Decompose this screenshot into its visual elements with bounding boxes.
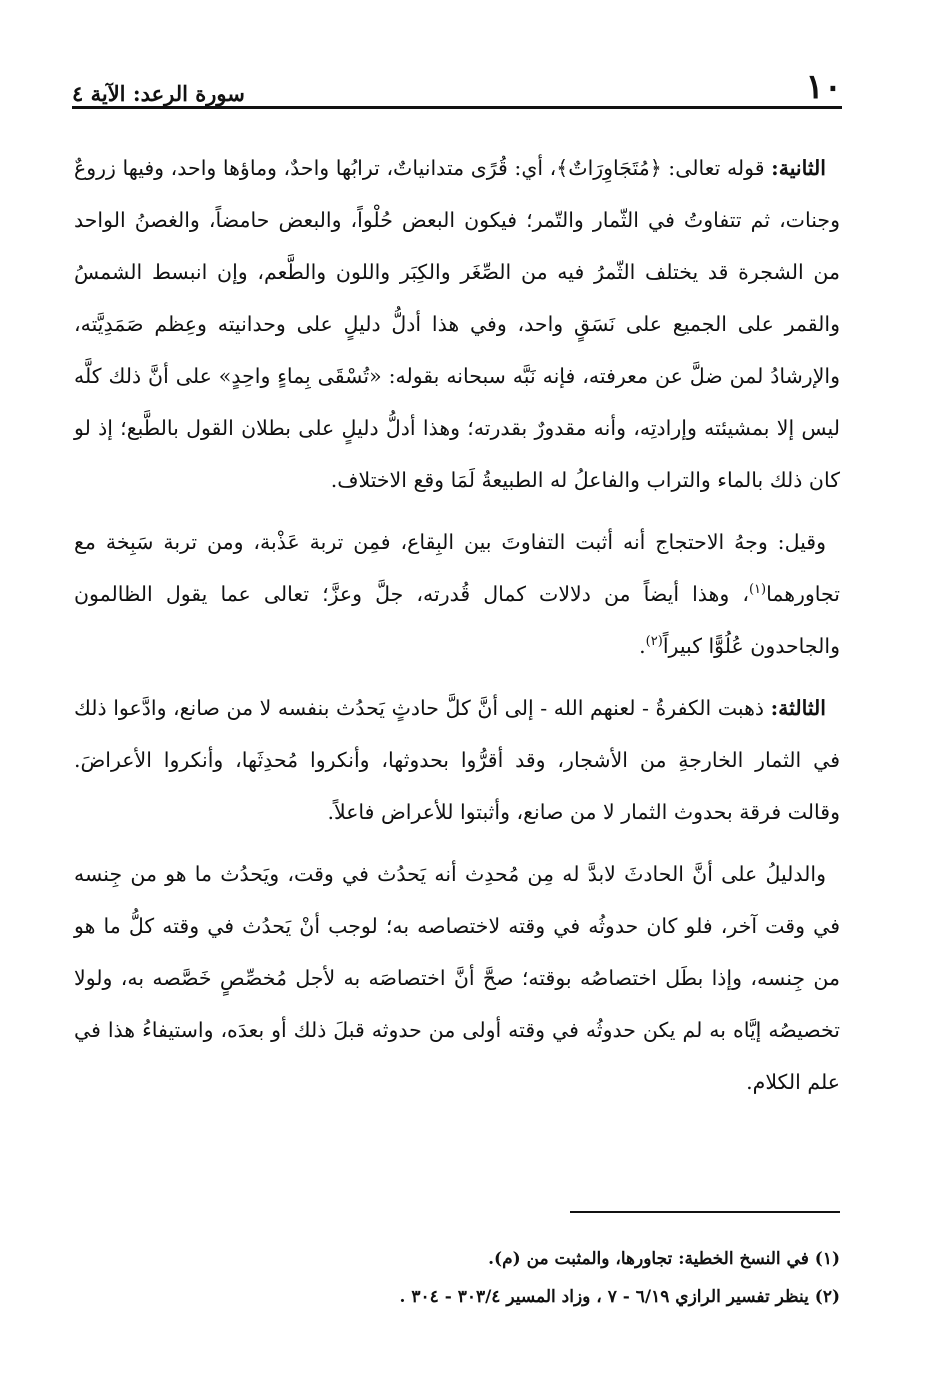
footnotes xyxy=(74,1240,840,1316)
paragraph-evidence xyxy=(74,848,840,1108)
paragraph-lead: الثانية: xyxy=(771,156,826,180)
paragraph-text: قوله تعالى: ﴿مُتَجَاوِرَاتٌ﴾، أي: قُرًى متدانياتٌ، ترابُها واحدٌ، وماؤها واحد، وفيها زروعٌ وجنات، ثم تتفاوتُ في الثّمار والتّمر؛ فيكون البعض حُلْواً، والبعض حامضاً، والغصنُ الواحد من الشجرة قد يختلف الثّمرُ فيه من الصِّغَر والكِبَر واللون والطَّعم، وإن انبسط الشمسُ والقمر على الجميع على نَسَقٍ واحد، وفي هذا أدلُّ دليلٍ على وحدانيته وعِظم صَمَدِيَّته، والإرشادُ لمن ضلَّ عن معرفته، فإنه نَبَّه سبحانه بقوله: «تُسْقَى بِماءٍ واحِدٍ» على أنَّ ذلك كلَّه ليس إلا بمشيئته وإرادتِه، وأنه مقدورٌ بقدرته؛ وهذا أدلُّ دليلٍ على بطلان القول بالطَّبع؛ إذ لو كان ذلك بالماء والتراب والفاعلُ له الطبيعةُ لَمَا وقع الاختلاف. xyxy=(74,156,840,492)
header-rule xyxy=(72,106,842,109)
running-title: سورة الرعد: الآية ٤ xyxy=(72,81,245,106)
page-header xyxy=(72,62,842,107)
page-number: ١٠ xyxy=(805,67,842,107)
paragraph-lead: الثالثة: xyxy=(770,696,826,720)
paragraph-text-end: . xyxy=(639,634,646,658)
main-text xyxy=(74,142,840,1118)
footnote-marker-1[interactable]: (١) xyxy=(748,582,767,598)
footnote-separator xyxy=(570,1211,840,1213)
paragraph-said xyxy=(74,516,840,672)
footnote-marker-2[interactable]: (٢) xyxy=(645,634,663,650)
paragraph-text: ذهبت الكفرةُ - لعنهم الله - إلى أنَّ كلَّ حادثٍ يَحدُث بنفسه لا من صانع، وادَّعوا ذلك في الثمار الخارجةِ من الأشجار، وقد أقرُّوا بحدوثها، وأنكروا مُحدِثَها، وأنكروا الأعراضَ. وقالت فرقة بحدوث الثمار لا من صانع، وأثبتوا للأعراض فاعلاً. xyxy=(74,696,840,824)
footnote-1: (١) في النسخ الخطية: تجاورها، والمثبت من (م). xyxy=(488,1249,840,1269)
paragraph-third-issue xyxy=(74,682,840,838)
footnote-2: (٢) ينظر تفسير الرازي ٦/١٩ - ٧ ، وزاد المسير ٣٠٣/٤ - ٣٠٤ . xyxy=(399,1287,840,1307)
paragraph-second-issue xyxy=(74,142,840,506)
paragraph-text-continued: ، وهذا أيضاً من دلالات كمال قُدرته، جلَّ وعزَّ؛ تعالى عما يقول الظالمون والجاحدون عُلُوًّا كبيراً xyxy=(74,582,840,658)
paragraph-text: والدليلُ على أنَّ الحادثَ لابدَّ له مِن مُحدِث أنه يَحدُث في وقت، ويَحدُث ما هو من جِنسه في وقت آخر، فلو كان حدوثُه في وقته لاختصاصه به؛ لوجب أنْ يَحدُث في وقته كلُّ ما هو من جِنسه، وإذا بطَل اختصاصُه بوقته؛ صحَّ أنَّ اختصاصَه به لأجل مُخصِّصٍ خَصَّصه به، ولولا تخصيصُه إيَّاه به لم يكن حدوثُه في وقته أولى من حدوثه قبلَ ذلك أو بعدَه، واستيفاءُ هذا في علم الكلام. xyxy=(74,862,840,1094)
paragraph-text: وقيل: وجهُ الاحتجاج أنه أثبت التفاوتَ بين البِقاع، فمِن تربة عَذْبة، ومن تربة سَبِخة مع تجاورهما xyxy=(74,530,840,606)
